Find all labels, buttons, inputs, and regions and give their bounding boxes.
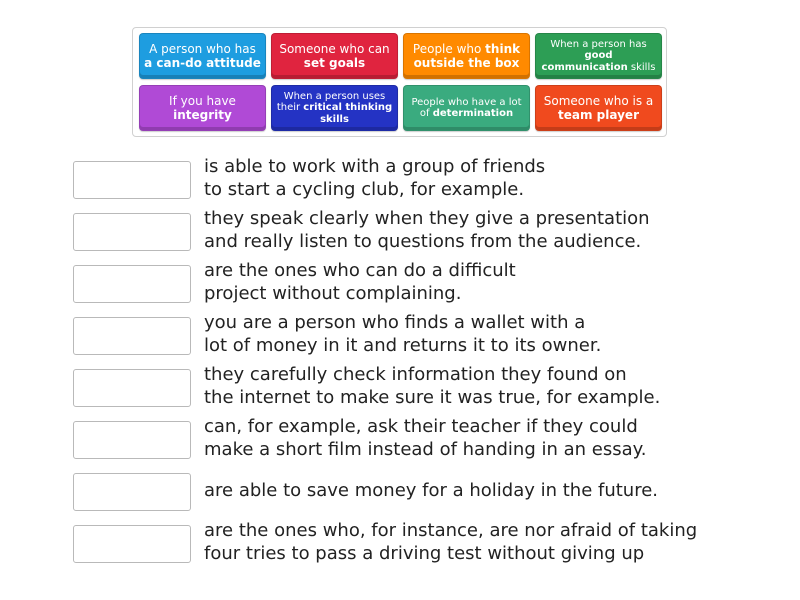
answer-bank xyxy=(132,27,667,137)
answer-tile[interactable]: People who think outside the box xyxy=(403,33,530,79)
statement-text: are able to save money for a holiday in the future. xyxy=(204,480,659,501)
drop-slot[interactable] xyxy=(73,473,191,511)
answer-tile[interactable]: A person who has a can-do attitude xyxy=(139,33,266,79)
statement-text: you are a person who finds a wallet with a lot of money in it and returns it to its owner. xyxy=(204,312,602,356)
drop-slot[interactable] xyxy=(73,525,191,563)
drop-slot[interactable] xyxy=(73,161,191,199)
statement-text: are the ones who can do a difficult project without complaining. xyxy=(204,260,516,304)
drop-slot[interactable] xyxy=(73,213,191,251)
drop-slot[interactable] xyxy=(73,265,191,303)
answer-tile[interactable]: Someone who is a team player xyxy=(535,85,662,131)
statement-text: is able to work with a group of friends to start a cycling club, for example. xyxy=(204,156,546,200)
answer-tile[interactable]: If you have integrity xyxy=(139,85,266,131)
statement-text: are the ones who, for instance, are nor afraid of taking four tries to pass a driving test without giving up xyxy=(204,520,698,564)
answer-tile[interactable]: Someone who can set goals xyxy=(271,33,398,79)
answer-tile[interactable]: When a person has good communication skills xyxy=(535,33,662,79)
drop-slot[interactable] xyxy=(73,369,191,407)
statement-text: they speak clearly when they give a presentation and really listen to questions from the audience. xyxy=(204,208,650,252)
statement-text: can, for example, ask their teacher if they could make a short film instead of handing in an essay. xyxy=(204,416,647,460)
answer-tile[interactable]: When a person uses their critical thinking skills xyxy=(271,85,398,131)
drop-slot[interactable] xyxy=(73,317,191,355)
answer-tile[interactable]: People who have a lot of determination xyxy=(403,85,530,131)
drop-slot[interactable] xyxy=(73,421,191,459)
statement-text: they carefully check information they found on the internet to make sure it was true, for example. xyxy=(204,364,661,408)
